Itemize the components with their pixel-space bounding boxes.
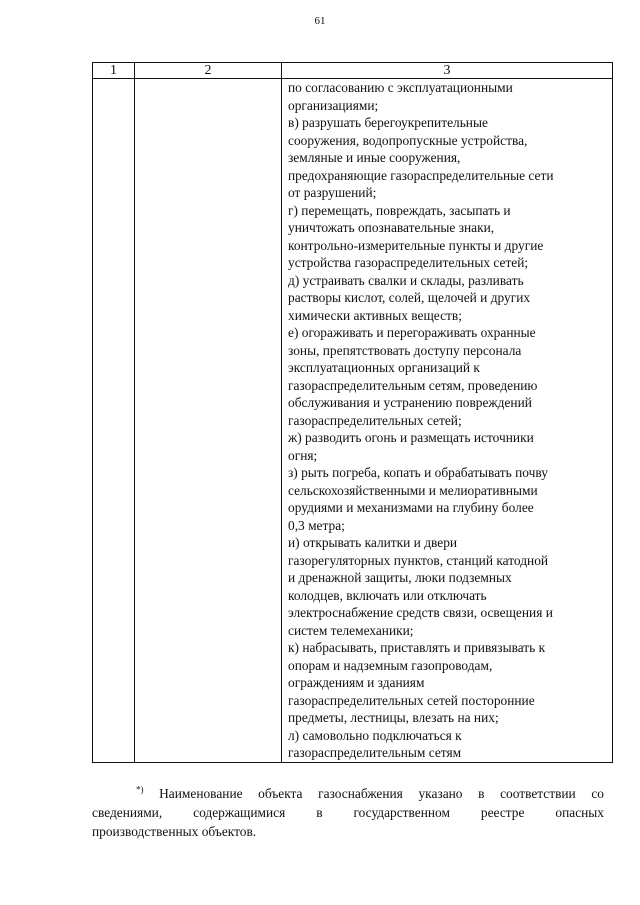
text-line: орудиями и механизмами на глубину более [288, 500, 534, 515]
text-line: обслуживания и устранению повреждений [288, 395, 532, 410]
text-line: в) разрушать берегоукрепительные [288, 115, 488, 130]
table-cell-col-1 [93, 79, 135, 763]
text-line: ж) разводить огонь и размещать источники [288, 430, 534, 445]
footnote [92, 784, 604, 841]
text-line: контрольно-измерительные пункты и другие [288, 237, 544, 253]
text-line: зоны, препятствовать доступу персонала [288, 342, 522, 358]
table-header-row [93, 63, 613, 79]
table-cell-col-3 [282, 79, 613, 763]
text-line: сооружения, водопропускные устройства, [288, 132, 528, 148]
text-line: газораспределительных сетей; [288, 412, 462, 428]
text-line: е) огораживать и перегораживать охранные [288, 325, 536, 340]
text-line: ограждениям и зданиям [288, 675, 425, 690]
text-line: 0,3 метра; [288, 517, 345, 533]
text-line: по согласованию с эксплуатационными [288, 80, 513, 95]
footnote-line-3: производственных объектов. [92, 824, 257, 839]
footnote-marker: *) [136, 784, 144, 795]
text-line: и) открывать калитки и двери [288, 535, 458, 550]
footnote-line-1 [92, 784, 604, 803]
text-line: к) набрасывать, приставлять и привязывать к [288, 640, 546, 655]
footnote-text-1: Наименование объекта газоснабжения указано в соответствии со [159, 786, 604, 801]
page-number: 61 [314, 15, 326, 27]
text-line: растворы кислот, солей, щелочей и других [288, 290, 531, 305]
text-line: от разрушений; [288, 185, 377, 200]
text-line: огня; [288, 447, 318, 463]
text-line: предохраняющие газораспределительные сети [288, 167, 554, 183]
text-line: устройства газораспределительных сетей; [288, 255, 529, 270]
text-line: л) самовольно подключаться к [288, 727, 462, 743]
text-line: электроснабжение средств связи, освещения и [288, 605, 553, 620]
column-header-3: 3 [282, 63, 613, 79]
text-line: д) устраивать свалки и склады, разливать [288, 272, 524, 288]
text-line: газораспределительным сетям, проведению [288, 377, 538, 393]
text-line: з) рыть погреба, копать и обрабатывать почву [288, 465, 548, 480]
text-line: организациями; [288, 97, 379, 113]
text-line: и дренажной защиты, люки подземных [288, 570, 512, 585]
text-line: газораспределительным сетям [288, 745, 462, 760]
text-line: газорегуляторных пунктов, станций катодной [288, 552, 549, 568]
text-line: систем телемеханики; [288, 622, 414, 638]
column-header-2: 2 [135, 63, 282, 79]
text-line: г) перемещать, повреждать, засыпать и [288, 202, 511, 218]
text-line: газораспределительных сетей посторонние [288, 692, 535, 708]
document-table [92, 62, 613, 763]
table-row [93, 79, 613, 763]
text-line: колодцев, включать или отключать [288, 587, 487, 603]
text-line: химически активных веществ; [288, 307, 462, 323]
text-line: земляные и иные сооружения, [288, 150, 461, 165]
text-line: уничтожать опознавательные знаки, [288, 220, 495, 235]
text-line: предметы, лестницы, влезать на них; [288, 710, 499, 725]
footnote-line-2: сведениями, содержащимися в государственном реестре опасных [92, 805, 604, 820]
text-line: эксплуатационных организаций к [288, 360, 480, 375]
table-cell-col-2 [135, 79, 282, 763]
column-header-1: 1 [93, 63, 135, 79]
text-line: сельскохозяйственными и мелиоративными [288, 482, 538, 498]
text-line: опорам и надземным газопроводам, [288, 657, 493, 673]
